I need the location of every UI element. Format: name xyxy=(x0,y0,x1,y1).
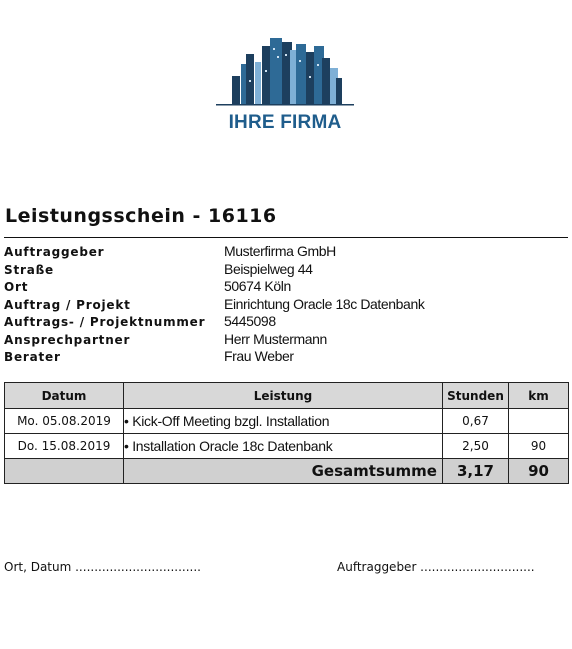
column-header-date: Datum xyxy=(5,383,124,409)
column-header-km: km xyxy=(509,383,569,409)
cell-hours: 2,50 xyxy=(443,434,509,459)
info-label: Auftraggeber xyxy=(4,245,105,259)
info-value: Frau Weber xyxy=(224,348,294,364)
document-title: Leistungsschein - 16116 xyxy=(5,205,277,227)
info-label: Straße xyxy=(4,262,54,277)
info-value: Einrichtung Oracle 18c Datenbank xyxy=(224,295,425,312)
info-label: Ansprechpartner xyxy=(4,332,131,347)
cell-service: • Kick-Off Meeting bzgl. Installation xyxy=(124,409,443,434)
total-hours: 3,17 xyxy=(443,459,509,484)
info-row-street xyxy=(4,261,564,279)
cell-empty xyxy=(5,459,124,484)
services-table xyxy=(4,382,569,484)
info-value: Beispielweg 44 xyxy=(224,260,313,277)
column-header-service: Leistung xyxy=(124,383,443,409)
table-row xyxy=(5,434,569,459)
table-total-row xyxy=(5,459,569,484)
info-label: Ort xyxy=(4,280,29,294)
info-row-contact xyxy=(4,331,564,349)
company-logo xyxy=(212,36,358,136)
cell-service: • Installation Oracle 18c Datenbank xyxy=(124,434,443,459)
company-name: IHRE FIRMA xyxy=(228,112,342,133)
table-header-row xyxy=(5,383,569,409)
info-row-city xyxy=(4,278,564,296)
table-row xyxy=(5,409,569,434)
info-label: Auftrags- / Projektnummer xyxy=(4,315,206,329)
total-label: Gesamtsumme xyxy=(124,459,443,484)
cell-hours: 0,67 xyxy=(443,409,509,434)
column-header-hours: Stunden xyxy=(443,383,509,409)
title-divider xyxy=(4,237,568,238)
info-label: Auftrag / Projekt xyxy=(4,297,131,312)
client-info xyxy=(4,243,564,366)
info-value: 5445098 xyxy=(224,313,276,329)
info-value: 50674 Köln xyxy=(224,278,291,294)
cell-date: Mo. 05.08.2019 xyxy=(5,409,124,434)
info-row-client xyxy=(4,243,564,261)
city-skyline-icon xyxy=(212,36,358,108)
cell-km: 90 xyxy=(509,434,569,459)
signature-client: Auftraggeber .............................. xyxy=(337,560,535,574)
cell-date: Do. 15.08.2019 xyxy=(5,434,124,459)
total-km: 90 xyxy=(509,459,569,484)
info-label: Berater xyxy=(4,350,61,364)
signature-place-date: Ort, Datum ................................. xyxy=(4,560,201,574)
info-row-project xyxy=(4,296,564,314)
info-row-project-number xyxy=(4,313,564,331)
info-row-consultant xyxy=(4,348,564,366)
cell-km xyxy=(509,409,569,434)
info-value: Herr Mustermann xyxy=(224,330,327,347)
info-value: Musterfirma GmbH xyxy=(224,243,336,259)
